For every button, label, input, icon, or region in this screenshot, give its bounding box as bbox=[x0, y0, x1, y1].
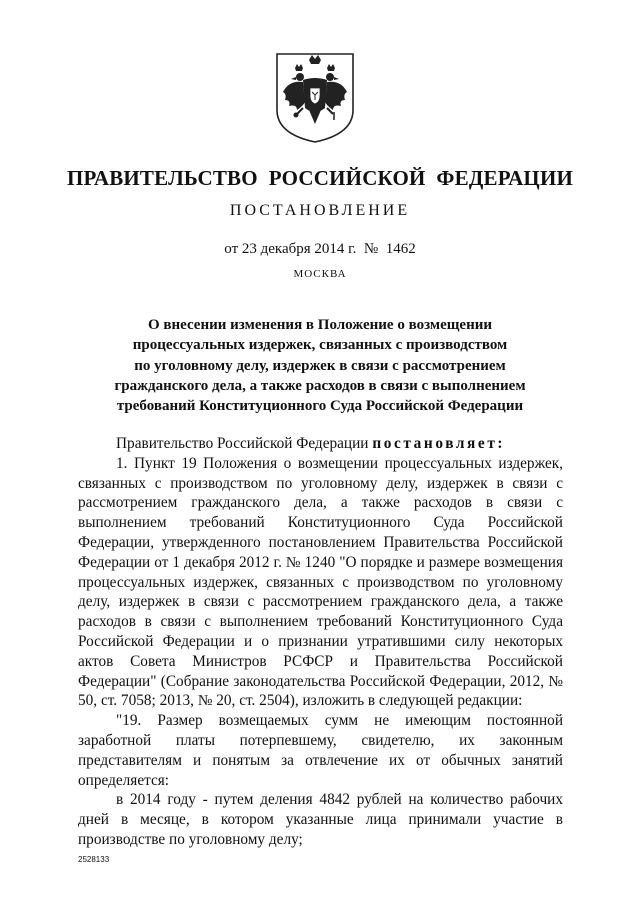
document-code: 2528133 bbox=[78, 855, 110, 864]
paragraph-3: в 2014 году - путем деления 4842 рублей на количество рабочих дней в месяце, в котором указанные лица принимали участие в производстве по уголовному делу; bbox=[78, 791, 563, 848]
document-body bbox=[78, 434, 563, 850]
document-title bbox=[60, 315, 580, 416]
title-line: гражданского дела, а также расходов в связи с выполнением bbox=[114, 377, 526, 394]
intro-lead: Правительство Российской Федерации bbox=[116, 435, 369, 452]
title-line: процессуальных издержек, связанных с производством bbox=[132, 337, 508, 354]
document-date-number: от 23 декабря 2014 г. № 1462 bbox=[224, 241, 416, 257]
paragraph-1: 1. Пункт 19 Положения о возмещении процессуальных издержек, связанных с производством по уголовному делу, издержек в связи с рассмотрением гражданского дела, а также расходов в связи с выполнением требований Конституционного Суда Российской Федерации, утвержденного постановлением Правительства Российской Федерации от 1 декабря 2012 г. № 1240 "О порядке и размере возмещения процессуальных издержек, связанных с производством по уголовному делу, издержек в связи с рассмотрением гражданского дела, а также расходов в связи с выполнением требований Конституционного Суда Российской Федерации и о признании утратившими силу некоторых актов Совета Министров РСФСР и Правительства Российской Федерации" (Собрание законодательства Российской Федерации, 2012, № 50, ст. 7058; 2013, № 20, ст. 2504), изложить в следующей редакции: bbox=[78, 454, 563, 710]
intro-paragraph bbox=[78, 434, 563, 454]
government-name: ПРАВИТЕЛЬСТВО РОССИЙСКОЙ ФЕДЕРАЦИИ bbox=[66, 166, 574, 190]
paragraph-2: "19. Размер возмещаемых сумм не имеющим постоянной заработной платы потерпевшему, свидетелю, их законным представителям и понятым за отвлечение их от обычных занятий определяется: bbox=[78, 712, 563, 789]
double-headed-eagle-icon bbox=[273, 50, 357, 146]
title-line: О внесении изменения в Положение о возмещении bbox=[147, 317, 493, 333]
title-line: по уголовному делу, издержек в связи с рассмотрением bbox=[134, 357, 506, 374]
coat-of-arms-emblem bbox=[273, 50, 357, 146]
intro-decree-word: постановляет: bbox=[372, 435, 506, 452]
title-line: требований Конституционного Суда Российской Федерации bbox=[116, 398, 524, 415]
document-city: МОСКВА bbox=[293, 268, 347, 280]
document-kind: ПОСТАНОВЛЕНИЕ bbox=[229, 202, 411, 219]
